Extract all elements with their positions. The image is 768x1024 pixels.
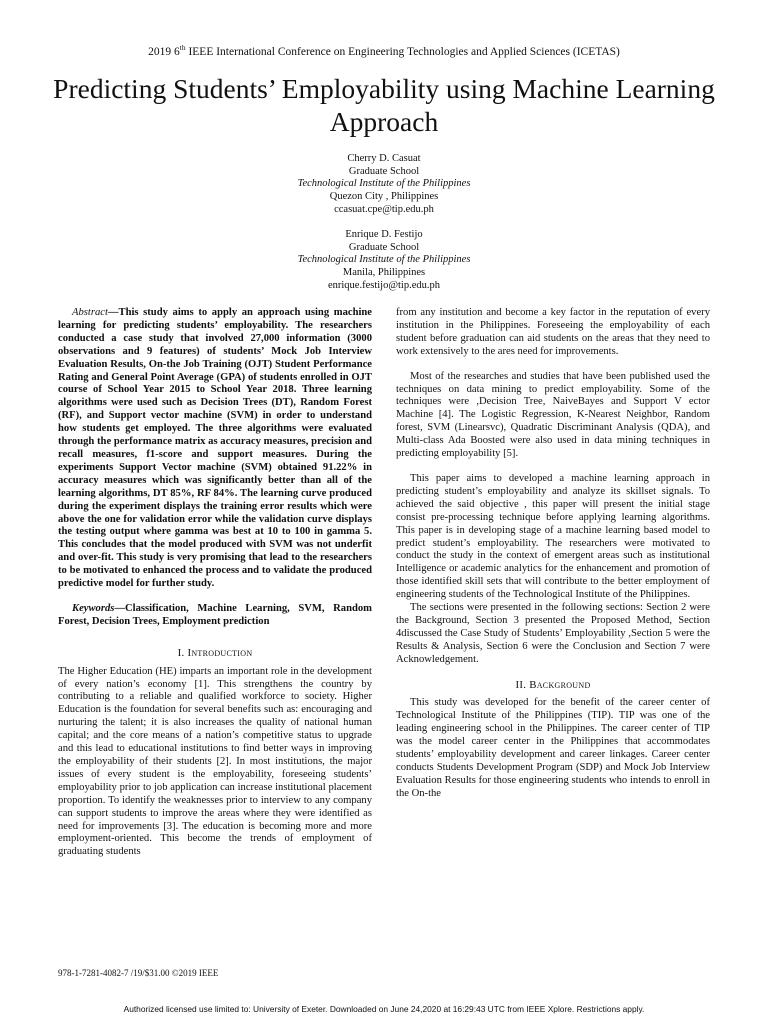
- author-affiliation: Technological Institute of the Philippines: [297, 178, 471, 190]
- intro-paragraph-3: This paper aims to developed a machine learning approach in predicting student’s employability and analyze its skillset signals. To achieved the said objective , this paper will present the initial stage consist pre-processing technique before applying learning algorithms. This paper is in developing stage of a machine learning based model to predict student’s employability. The researchers were motivated to conduct the study in the context of emergent areas such as institutional Intelligence or academic analytics for the enhancement and promotion of those identified skill sets that will contribute to the better employment of engineering students of the Technological Institute of the Philippines.: [396, 472, 710, 601]
- intro-paragraph: The Higher Education (HE) imparts an important role in the development of every nation’s economy [1]. This strengthens the country by contributing to a reliable and qualified workforce to society. Higher Education is the foundation for several benefits such as: encouraging and nurturing the talent; it is also increases the quality of national human capital; and the core means of a nation’s competitive status to upgrade and this lead to educational institutions to find better ways in improving the employability of their students [2]. In most institutions, the major issues of every student is the employability, foreseeing students’ employability prior to job application can increase institutional placement proportion. To identify the weaknesses prior to interview to any company can support students to improve the areas where they were identified as need for improvements [3]. The education is becoming more and more employment-oriented. This become the trends of employment of graduating students: [58, 665, 372, 858]
- conference-header: 2019 6th IEEE International Conference on Engineering Technologies and Applied Sciences (ICETAS): [148, 43, 620, 58]
- author-email: enrique.festijo@tip.edu.ph: [327, 279, 441, 291]
- author-dept: Graduate School: [348, 165, 420, 177]
- keywords: Keywords—Classification, Machine Learning, SVM, Random Forest, Decision Trees, Employment prediction: [58, 602, 372, 627]
- intro-paragraph-continued: from any institution and become a key factor in the reputation of every institution in the Philippines. Foreseeing the employability of each student before graduation can aid students on the areas that they need to work extensively to the ares need for improvements.: [396, 307, 710, 357]
- author-location: Manila, Philippines: [342, 267, 426, 279]
- section-heading-background: II. Background: [515, 678, 591, 691]
- section-heading-introduction: I. Introduction: [177, 646, 253, 659]
- copyright-notice: 978-1-7281-4082-7 /19/$31.00 ©2019 IEEE: [58, 968, 219, 978]
- author-dept: Graduate School: [348, 241, 420, 253]
- abstract: Abstract—This study aims to apply an approach using machine learning for predicting students’ employability. The researchers conducted a case study that involved 27,000 information (3000 observations and 9 features) of students’ Mock Job Interview Evaluation Results, On-the Job Training (OJT) Student Performance Rating and General Point Average (GPA) of students enrolled in OJT course of School Year 2015 to School Year 2018. Three learning algorithms were used such as Decision Trees (DT), Random Forest (RF), and Support vector machine (SVM) in order to understand how students get employed. The three algorithms were evaluated through the performance matrix as accuracy measures, precision and recall measures, f1-score and support measures. During the experiments Support Vector machine (SVM) obtained 91.22% in accuracy measures which was significantly better than all of the learning algorithms, DT 85%, RF 84%. The learning curve produced during the experiment displays the training error results which were above the one for validation error while the validation curve displays the testing output where gamma was best at 10 to 100 in gamma 5. This concludes that the model produced with SVM was not underfit and over-fit. This study is very promising that lead to the researchers to be motivated to enhanced the process and to validate the produced predictive model for further study.: [58, 307, 372, 590]
- paper-title: Predicting Students’ Employability using Machine Learning Approach: [53, 73, 715, 137]
- author-name: Enrique D. Festijo: [345, 229, 423, 240]
- author-block-1: [0, 153, 768, 217]
- intro-paragraph-4: The sections were presented in the following sections: Section 2 were the Background, Section 3 presented the Proposed Method, Section 4discussed the Case Study of Students’ Employability ,Section 5 were the Results & Analysis, Section 6 were the Conclusion and Section 7 were Acknowledgement.: [396, 602, 710, 665]
- author-name: Cherry D. Casuat: [347, 153, 421, 164]
- author-location: Quezon City , Philippines: [329, 191, 439, 203]
- background-paragraph: This study was developed for the benefit of the career center of Technological Institute of the Philippines (TIP). TIP was one of the leading engineering school in the Philippines. The career center of TIP was the model career center in the Philippines that accommodates students’ employability development and career linkages. Career center conducts Students Development Program (SDP) and Mock Job Interview Evaluation Results for those engineering students who intends to enroll in the On-the: [396, 697, 710, 799]
- left-column: [58, 307, 372, 859]
- right-column: [396, 307, 710, 801]
- author-affiliation: Technological Institute of the Philippines: [297, 254, 471, 266]
- author-email: ccasuat.cpe@tip.edu.ph: [334, 203, 434, 215]
- author-block-2: [0, 229, 768, 293]
- intro-paragraph-2: Most of the researches and studies that have been published used the techniques on data mining to predict employability. Some of the techniques were ,Decision Tree, NaiveBayes and Support V ector Machine [4]. The Logistic Regression, K-Nearest Neighbor, Random forest, SVM (Linearsvc), Quadratic Discriminant Analysis (QDA), and Multi-class Ada Boosted were also used in data mining techniques in predicting employability [5].: [396, 370, 710, 460]
- license-footer: Authorized licensed use limited to: University of Exeter. Downloaded on June 24,2020 at 16:29:43 UTC from IEEE Xplore. Restrictions apply.: [123, 1004, 645, 1014]
